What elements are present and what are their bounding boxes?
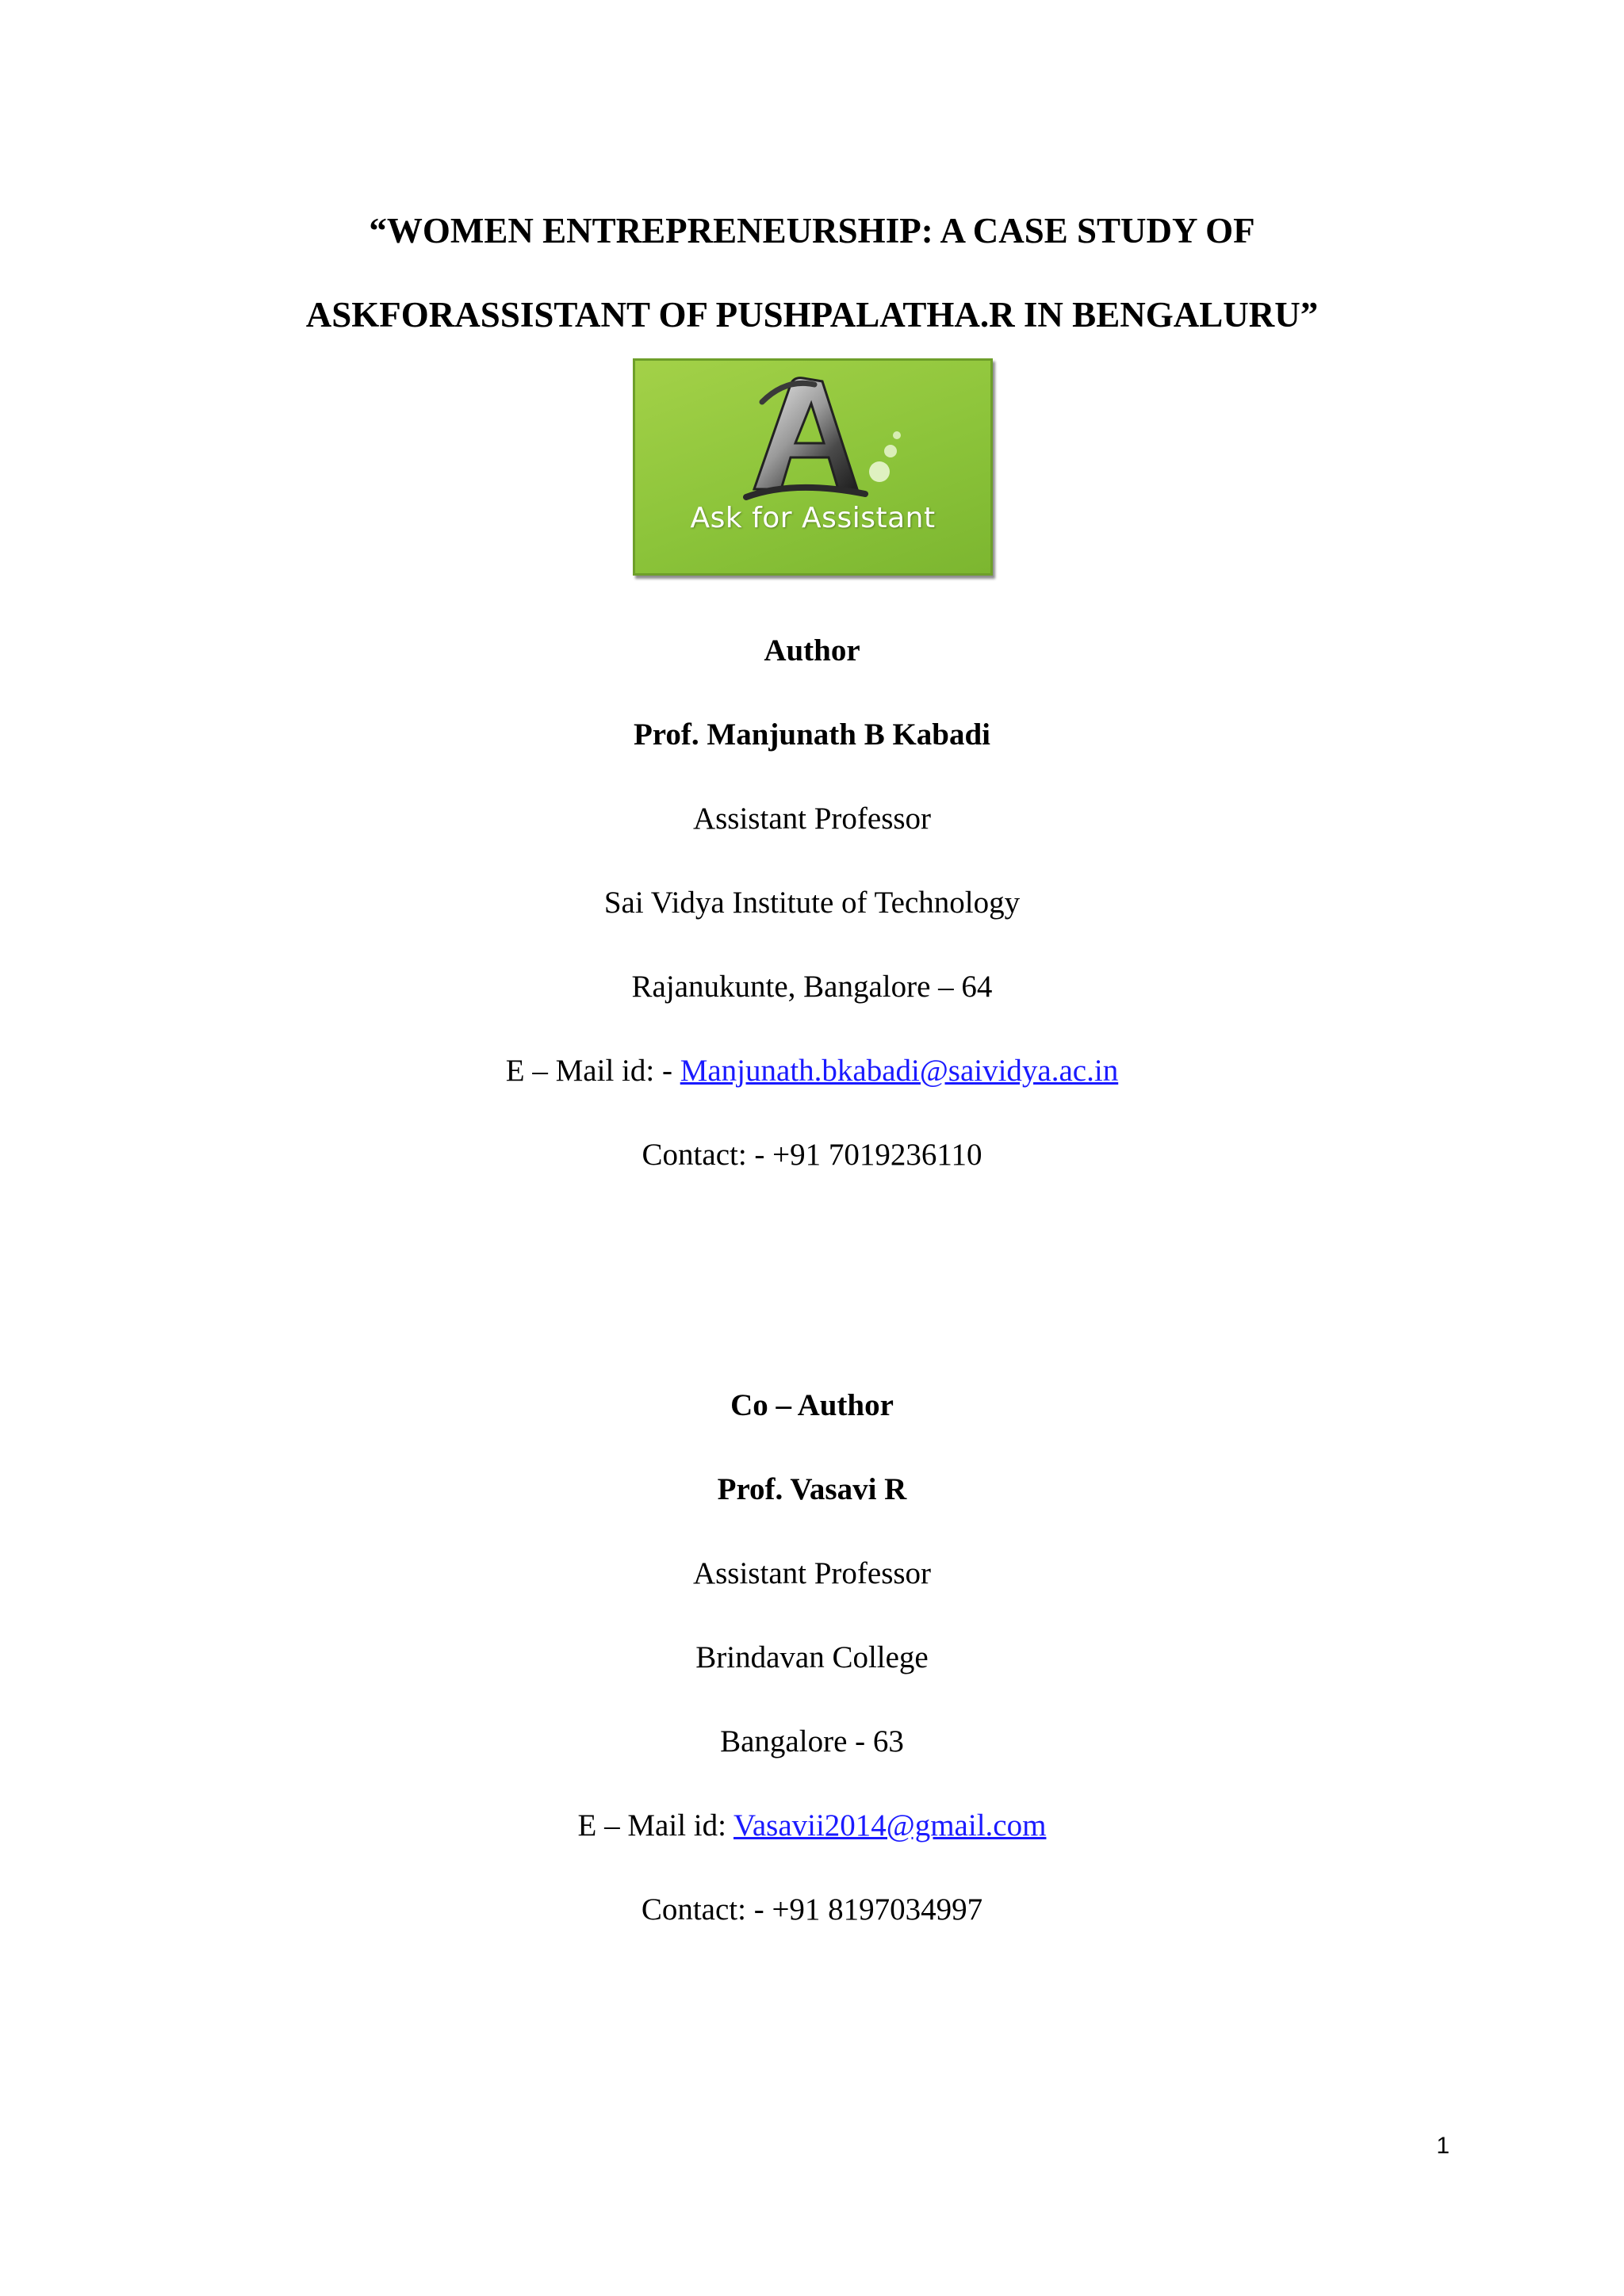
author-email-link[interactable]: Manjunath.bkabadi@saividya.ac.in	[680, 1054, 1119, 1088]
coauthor-contact: Contact: - +91 8197034997	[641, 1892, 983, 1927]
logo-emblem	[635, 361, 990, 573]
coauthor-heading: Co – Author	[730, 1388, 894, 1422]
coauthor-designation: Assistant Professor	[692, 1556, 932, 1590]
logo-text: Ask for Assistant	[690, 502, 936, 534]
author-contact: Contact: - +91 7019236110	[642, 1138, 982, 1172]
coauthor-email-link[interactable]: Vasavii2014@gmail.com	[733, 1808, 1047, 1843]
author-email-label: E – Mail id: -	[505, 1054, 680, 1088]
coauthor-name: Prof. Vasavi R	[717, 1472, 907, 1506]
page-title	[0, 189, 1624, 357]
title-line-1: “WOMEN ENTREPRENEURSHIP: A CASE STUDY OF	[369, 211, 1255, 251]
coauthor-email-line	[0, 1806, 1624, 1846]
author-name: Prof. Manjunath B Kabadi	[633, 718, 991, 752]
author-designation: Assistant Professor	[692, 802, 932, 836]
title-line-2: ASKFORASSISTANT OF PUSHPALATHA.R IN BENGALURU”	[305, 295, 1319, 335]
coauthor-institution: Brindavan College	[695, 1640, 929, 1674]
author-institution: Sai Vidya Institute of Technology	[603, 886, 1021, 920]
ask-for-assistant-logo	[633, 358, 993, 576]
author-heading: Author	[764, 633, 860, 668]
author-email-line	[0, 1051, 1624, 1091]
logo-bubbles	[869, 431, 901, 482]
author-location: Rajanukunte, Bangalore – 64	[631, 970, 993, 1004]
coauthor-email-label: E – Mail id:	[577, 1808, 733, 1843]
page-number: 1	[1436, 2133, 1450, 2159]
logo-letter-a	[746, 378, 865, 497]
coauthor-location: Bangalore - 63	[720, 1724, 904, 1758]
